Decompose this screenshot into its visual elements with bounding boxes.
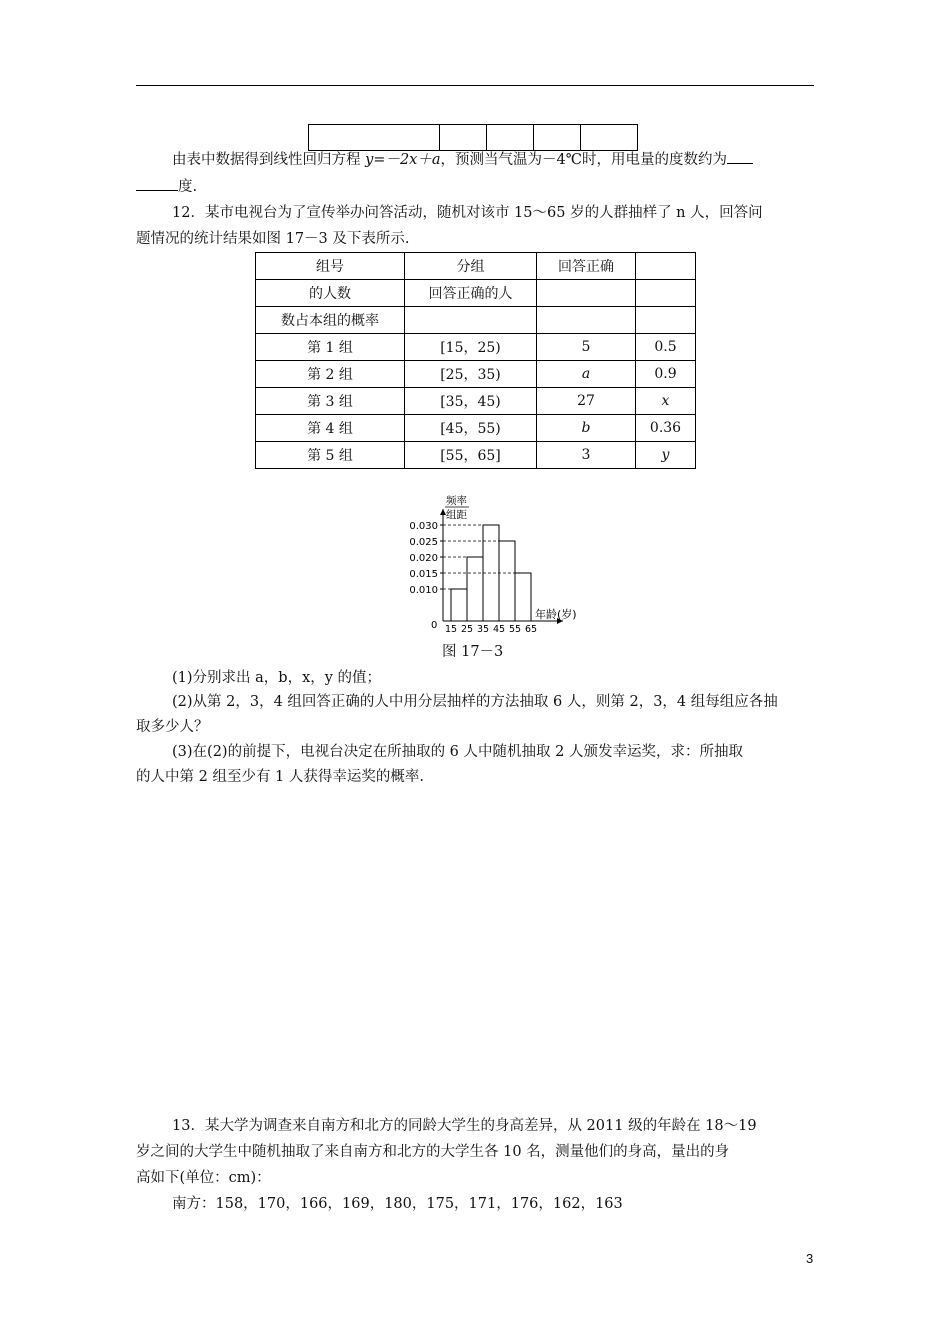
count-cell — [537, 415, 636, 442]
top-table-cell — [309, 125, 440, 151]
count-cell: 5 — [537, 334, 636, 361]
table-row — [256, 442, 696, 469]
q12-table-header-row — [256, 280, 696, 307]
range-cell: [25，35) — [405, 361, 537, 388]
prob-var: x — [661, 393, 670, 409]
top-table — [308, 124, 638, 151]
q11-line2 — [136, 178, 197, 196]
y-tick-label: 0.030 — [409, 521, 438, 532]
top-table-cell — [440, 125, 487, 151]
question-1: (1)分别求出 a，b，x，y 的值； — [172, 670, 382, 686]
top-table-row — [309, 125, 638, 151]
q12-line1: 12．某市电视台为了宣传举办问答活动，随机对该市 15～65 岁的人群抽样了 n 人，回答问 — [172, 205, 763, 221]
south-heights: 南方：158，170，166，169，180，175，171，176，162，163 — [172, 1196, 623, 1212]
histogram-bar — [451, 589, 467, 621]
group-cell: 第 2 组 — [256, 361, 405, 388]
histogram-bar — [515, 573, 531, 621]
q12-header-cell: 组号 — [256, 253, 405, 280]
frequency-histogram — [398, 492, 598, 642]
y-axis-label-top: 频率 — [446, 495, 467, 507]
y-tick-label: 0.015 — [409, 569, 438, 580]
top-table-cell — [487, 125, 534, 151]
top-table-cell — [581, 125, 638, 151]
origin-label: 0 — [431, 620, 438, 631]
x-tick-label: 15 — [444, 624, 458, 635]
q12-header-cell: 回答正确的人 — [405, 280, 537, 307]
group-cell: 第 1 组 — [256, 334, 405, 361]
q12-line2: 题情况的统计结果如图 17－3 及下表所示. — [136, 231, 410, 247]
count-var: a — [581, 366, 591, 382]
question-2-cont: 取多少人？ — [136, 719, 209, 735]
q11-equation: y=－2x＋a — [365, 152, 441, 168]
q12-header-cell: 回答正确 — [537, 253, 636, 280]
q12-header-cell: 的人数 — [256, 280, 405, 307]
y-tick-label: 0.020 — [409, 553, 438, 564]
q12-table — [255, 252, 696, 469]
q12-header-cell — [405, 307, 537, 334]
q11-text-a: 由表中数据得到线性回归方程 — [172, 152, 366, 168]
group-cell: 第 5 组 — [256, 442, 405, 469]
q12-header-cell: 数占本组的概率 — [256, 307, 405, 334]
q13-line1: 13．某大学为调查来自南方和北方的同龄大学生的身高差异，从 2011 级的年龄在 18～19 — [172, 1118, 757, 1134]
x-tick-label: 45 — [492, 624, 506, 635]
prob-cell: 0.9 — [636, 361, 696, 388]
histogram-bar — [499, 541, 515, 621]
y-axis-label-bottom: 组距 — [446, 509, 467, 521]
page-number: 3 — [806, 1251, 814, 1266]
q12-header-cell — [636, 253, 696, 280]
prob-var: y — [661, 447, 670, 463]
header-rule — [136, 85, 814, 86]
q13-line2: 岁之间的大学生中随机抽取了来自南方和北方的大学生各 10 名，测量他们的身高，量出的身 — [136, 1144, 730, 1160]
prob-cell — [636, 388, 696, 415]
range-cell: [55，65] — [405, 442, 537, 469]
q12-header-cell — [537, 280, 636, 307]
count-cell: 27 — [537, 388, 636, 415]
answer-blank — [727, 163, 753, 164]
count-cell: 3 — [537, 442, 636, 469]
y-tick-label: 0.010 — [409, 585, 438, 596]
x-tick-label: 55 — [508, 624, 522, 635]
q12-table-header-row — [256, 253, 696, 280]
q13-line3: 高如下(单位：cm)： — [136, 1170, 271, 1186]
y-tick-label: 0.025 — [409, 537, 438, 548]
question-2: (2)从第 2，3，4 组回答正确的人中用分层抽样的方法抽取 6 人，则第 2，3，4 组每组应各抽 — [172, 694, 778, 710]
q11-line1 — [172, 151, 753, 169]
range-cell: [35，45) — [405, 388, 537, 415]
table-row — [256, 361, 696, 388]
prob-cell: 0.36 — [636, 415, 696, 442]
x-tick-label: 25 — [460, 624, 474, 635]
histogram-bar — [467, 557, 483, 621]
prob-cell: 0.5 — [636, 334, 696, 361]
count-cell — [537, 361, 636, 388]
x-tick-label: 65 — [524, 624, 538, 635]
q12-table-header-row — [256, 307, 696, 334]
group-cell: 第 3 组 — [256, 388, 405, 415]
range-cell: [15，25) — [405, 334, 537, 361]
table-row — [256, 415, 696, 442]
q12-header-cell — [636, 280, 696, 307]
q12-header-cell — [636, 307, 696, 334]
question-3-cont: 的人中第 2 组至少有 1 人获得幸运奖的概率. — [136, 769, 424, 785]
q12-header-cell: 分组 — [405, 253, 537, 280]
x-axis-label: 年龄(岁) — [535, 608, 577, 621]
group-cell: 第 4 组 — [256, 415, 405, 442]
x-tick-label: 35 — [476, 624, 490, 635]
answer-blank — [136, 190, 178, 191]
figure-caption: 图 17－3 — [442, 644, 504, 660]
table-row — [256, 334, 696, 361]
prob-cell — [636, 442, 696, 469]
range-cell: [45，55) — [405, 415, 537, 442]
q11-unit: 度. — [178, 179, 198, 195]
table-row — [256, 388, 696, 415]
q12-header-cell — [537, 307, 636, 334]
question-3: (3)在(2)的前提下，电视台决定在所抽取的 6 人中随机抽取 2 人颁发幸运奖，求：所抽取 — [172, 744, 743, 760]
count-var: b — [581, 420, 591, 436]
q11-text-b: ，预测当气温为－4℃时，用电量的度数约为 — [440, 152, 727, 168]
top-table-cell — [534, 125, 581, 151]
